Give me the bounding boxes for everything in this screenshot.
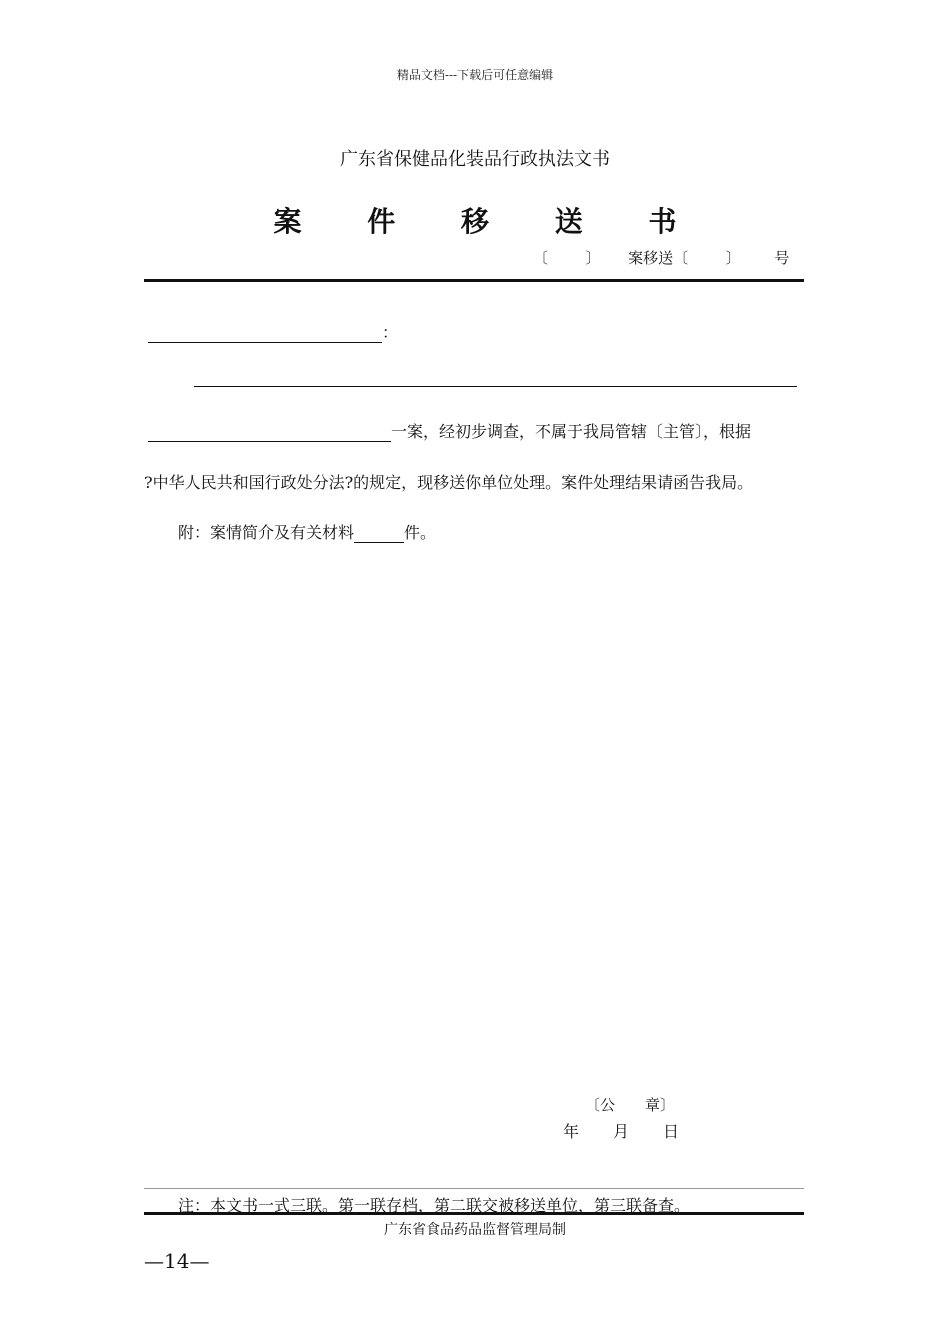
- attachment-prefix: 附：案情简介及有关材料: [178, 523, 355, 542]
- document-number: [533, 247, 789, 268]
- date-month: 月: [613, 1122, 630, 1141]
- number-open-bracket: 〔: [533, 249, 549, 267]
- note-top-divider: [144, 1188, 804, 1189]
- date-year: 年: [563, 1122, 580, 1141]
- official-seal-label: 〔公 章〕: [585, 1096, 676, 1114]
- number-middle: 案移送〔: [628, 249, 689, 267]
- case-line-text: 一案，经初步调查，不属于我局管辖〔主管〕，根据: [391, 422, 752, 441]
- watermark-text: 精品文档---下载后可任意编辑: [396, 68, 554, 82]
- attachment-line: [178, 520, 436, 543]
- header-divider: [144, 279, 804, 282]
- case-line: [148, 419, 751, 442]
- footer-note: 注：本文书一式三联。第一联存档，第二联交被移送单位，第三联备查。: [178, 1196, 691, 1215]
- number-suffix: 号: [774, 249, 790, 267]
- date-line: [563, 1119, 679, 1142]
- law-basis-line: ?中华人民共和国行政处分法?的规定，现移送你单位处理。案件处理结果请函告我局。: [144, 473, 754, 492]
- attachment-count-blank: [354, 524, 404, 543]
- issuing-authority: 广东省保健品化装品行政执法文书: [340, 149, 610, 170]
- date-day: 日: [663, 1122, 680, 1141]
- document-title: 案 件 移 送 书: [273, 205, 705, 238]
- case-name-blank: [148, 423, 391, 442]
- number-close-bracket: 〕: [585, 249, 601, 267]
- recipient-line: [148, 320, 398, 343]
- party-blank-line: [194, 368, 797, 387]
- recipient-colon: ：: [382, 323, 399, 342]
- page-number: —14—: [144, 1249, 210, 1273]
- recipient-blank: [148, 324, 382, 343]
- footer-organization: 广东省食品药品监督管理局制: [384, 1222, 566, 1238]
- footer-divider: [144, 1212, 804, 1215]
- number-close-bracket-2: 〕: [725, 249, 741, 267]
- attachment-suffix: 件。: [404, 523, 437, 542]
